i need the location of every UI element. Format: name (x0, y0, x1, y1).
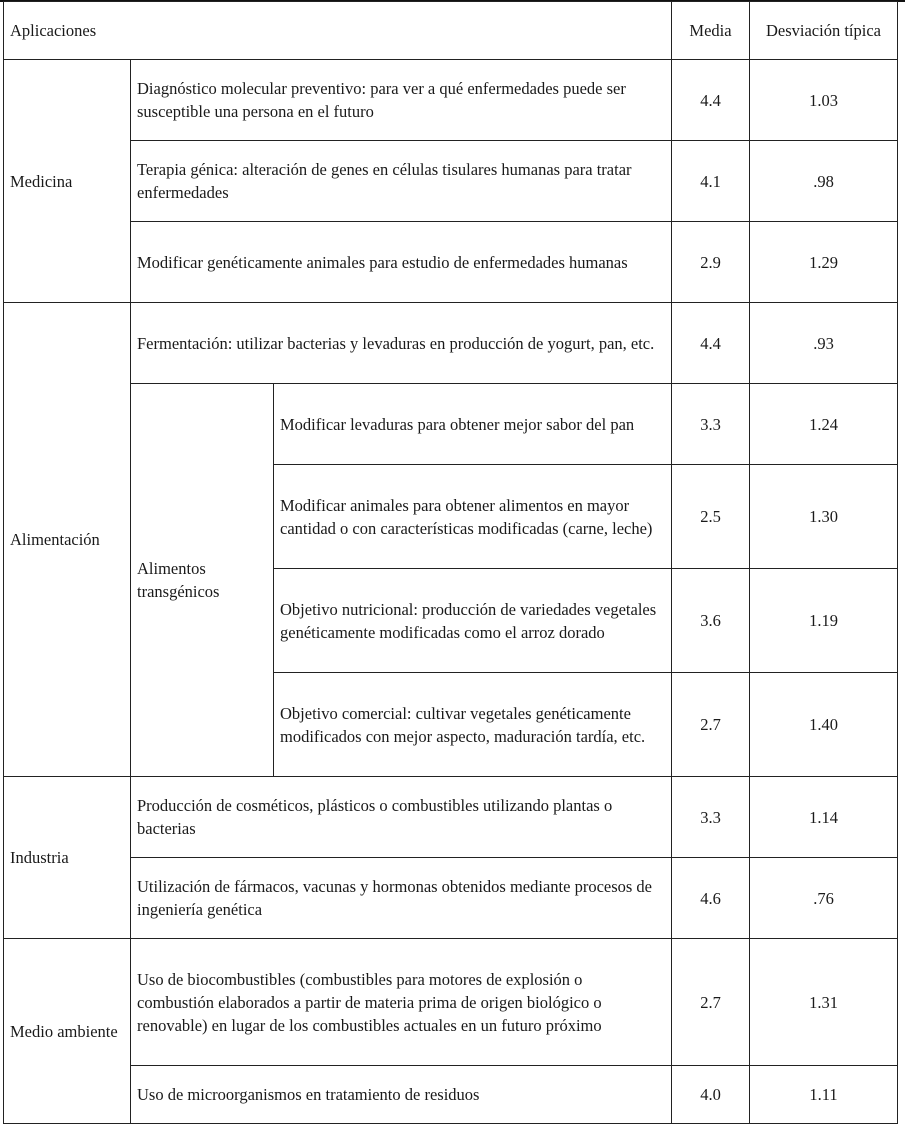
application-text: Utilización de fármacos, vacunas y hormonas obtenidos mediante procesos de ingeniería genética (131, 858, 672, 939)
application-text: Diagnóstico molecular preventivo: para ver a qué enfermedades puede ser susceptible una persona en el futuro (131, 60, 672, 141)
mean-value: 4.0 (672, 1066, 750, 1124)
std-value: .98 (750, 141, 898, 222)
mean-value: 3.3 (672, 777, 750, 858)
table-row (4, 222, 898, 303)
mean-value: 3.3 (672, 384, 750, 465)
application-text: Producción de cosméticos, plásticos o combustibles utilizando plantas o bacterias (131, 777, 672, 858)
header-std: Desviación típica (750, 2, 898, 60)
std-value: 1.03 (750, 60, 898, 141)
table-row (4, 141, 898, 222)
std-value: 1.19 (750, 569, 898, 673)
application-text: Modificar animales para obtener alimentos en mayor cantidad o con características modificadas (carne, leche) (274, 465, 672, 569)
std-value: 1.40 (750, 673, 898, 777)
std-value: 1.29 (750, 222, 898, 303)
table-row (4, 303, 898, 384)
table-row (4, 858, 898, 939)
category-industria: Industria (4, 777, 131, 939)
mean-value: 2.9 (672, 222, 750, 303)
std-value: .76 (750, 858, 898, 939)
table-row (4, 939, 898, 1066)
std-value: 1.30 (750, 465, 898, 569)
mean-value: 2.5 (672, 465, 750, 569)
mean-value: 4.6 (672, 858, 750, 939)
std-value: 1.14 (750, 777, 898, 858)
std-value: 1.31 (750, 939, 898, 1066)
header-row (4, 2, 898, 60)
application-text: Terapia génica: alteración de genes en células tisulares humanas para tratar enfermedades (131, 141, 672, 222)
mean-value: 4.4 (672, 303, 750, 384)
table-row (4, 60, 898, 141)
std-value: 1.11 (750, 1066, 898, 1124)
application-text: Objetivo nutricional: producción de variedades vegetales genéticamente modificadas como el arroz dorado (274, 569, 672, 673)
mean-value: 2.7 (672, 673, 750, 777)
application-text: Modificar genéticamente animales para estudio de enfermedades humanas (131, 222, 672, 303)
category-medio-ambiente: Medio ambiente (4, 939, 131, 1124)
applications-table (3, 1, 898, 1124)
application-text: Objetivo comercial: cultivar vegetales genéticamente modificados con mejor aspecto, maduración tardía, etc. (274, 673, 672, 777)
mean-value: 4.1 (672, 141, 750, 222)
mean-value: 3.6 (672, 569, 750, 673)
subcategory-transgenicos: Alimentos transgénicos (131, 384, 274, 777)
table-row (4, 384, 898, 465)
application-text: Fermentación: utilizar bacterias y levaduras en producción de yogurt, pan, etc. (131, 303, 672, 384)
category-alimentacion: Alimentación (4, 303, 131, 777)
header-applications: Aplicaciones (4, 2, 672, 60)
std-value: .93 (750, 303, 898, 384)
table-row (4, 1066, 898, 1124)
mean-value: 4.4 (672, 60, 750, 141)
application-text: Modificar levaduras para obtener mejor sabor del pan (274, 384, 672, 465)
application-text: Uso de biocombustibles (combustibles para motores de explosión o combustión elaborados a partir de materia prima de origen biológico o renovable) en lugar de los combustibles actuales en un futuro próximo (131, 939, 672, 1066)
mean-value: 2.7 (672, 939, 750, 1066)
std-value: 1.24 (750, 384, 898, 465)
table-row (4, 777, 898, 858)
application-text: Uso de microorganismos en tratamiento de residuos (131, 1066, 672, 1124)
category-medicina: Medicina (4, 60, 131, 303)
header-mean: Media (672, 2, 750, 60)
